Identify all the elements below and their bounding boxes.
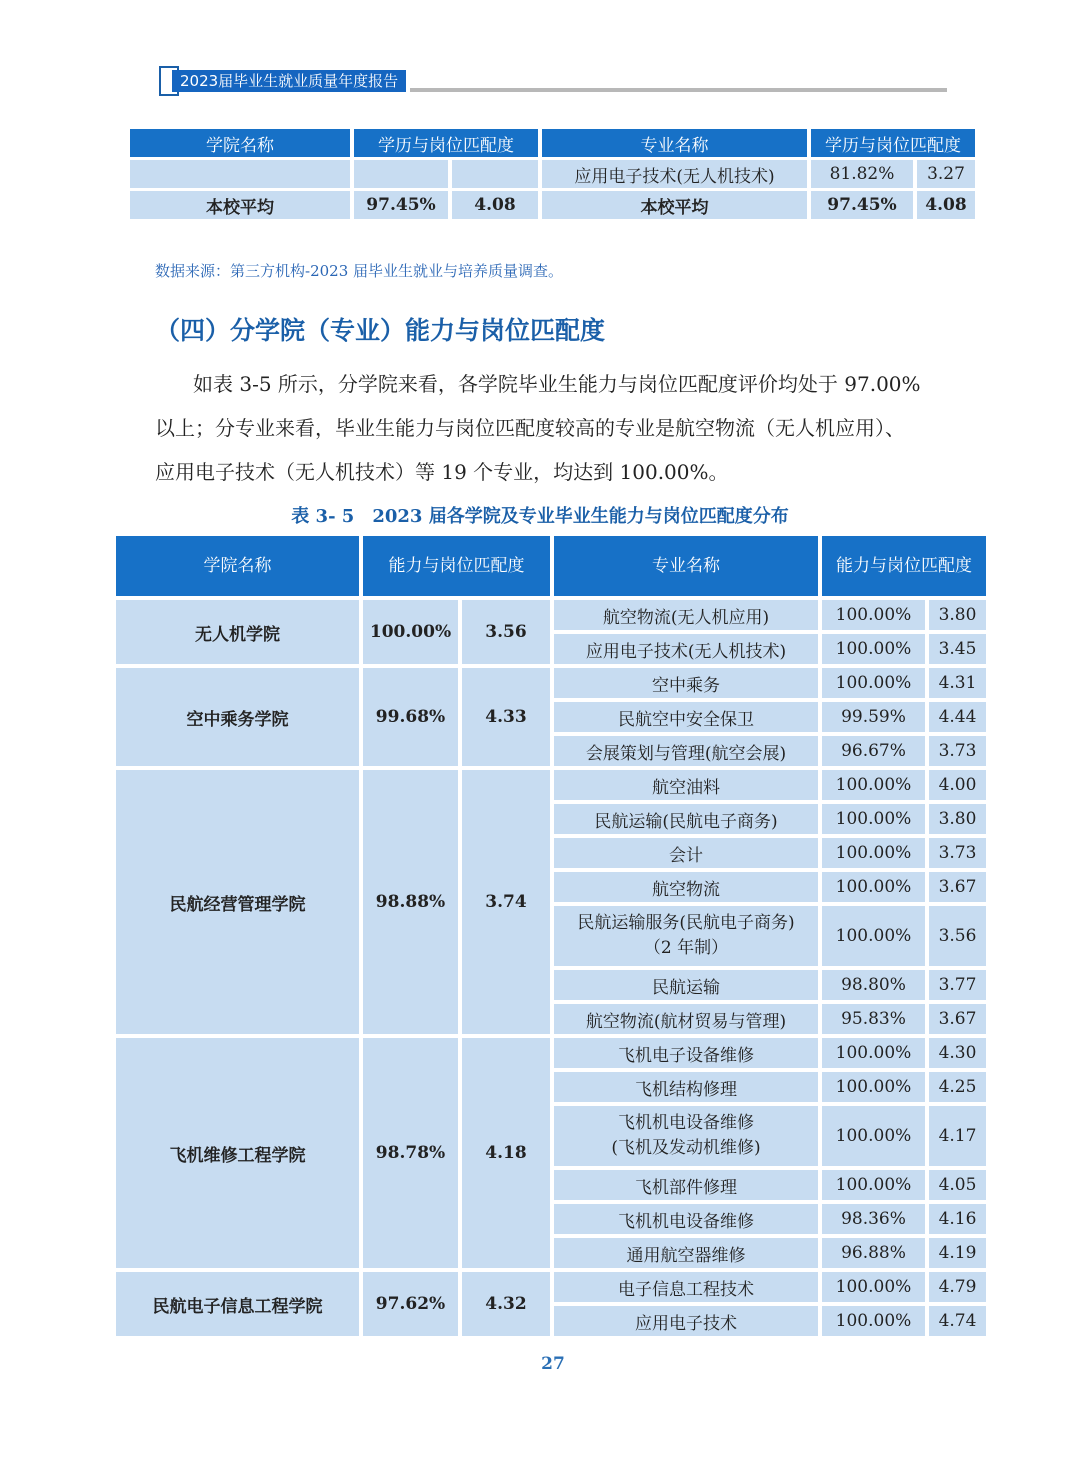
major-match-pct: 100.00% — [822, 770, 925, 800]
table-row — [116, 1038, 986, 1068]
major-match-pct: 95.83% — [822, 1004, 925, 1034]
major-match-pct: 81.82% — [811, 160, 913, 188]
college-match-score: 3.74 — [462, 770, 550, 1034]
college-match-score: 4.32 — [462, 1272, 550, 1336]
col-header-college: 学院名称 — [116, 536, 359, 596]
data-source-note: 数据来源：第三方机构-2023 届毕业生就业与培养质量调查。 — [155, 262, 564, 280]
major-match-score: 3.77 — [929, 970, 986, 1000]
college-match-pct: 97.62% — [363, 1272, 458, 1336]
major-match-score: 3.67 — [929, 1004, 986, 1034]
previous-table-continuation — [126, 126, 979, 222]
major-match-pct: 100.00% — [822, 1272, 925, 1302]
major-name: 飞机结构修理 — [554, 1072, 818, 1102]
major-name: 民航运输(民航电子商务) — [554, 804, 818, 834]
major-match-score: 4.00 — [929, 770, 986, 800]
major-match-score: 4.31 — [929, 668, 986, 698]
school-average-pct-major: 97.45% — [811, 191, 913, 219]
table-caption: 表 3- 5 2023 届各学院及专业毕业生能力与岗位匹配度分布 — [291, 506, 789, 527]
school-average-label: 本校平均 — [130, 191, 350, 219]
college-name: 民航经营管理学院 — [116, 770, 359, 1034]
paragraph-line: 应用电子技术（无人机技术）等 19 个专业，均达到 100.00%。 — [155, 460, 729, 484]
school-average-pct: 97.45% — [354, 191, 448, 219]
col-header-major: 专业名称 — [554, 536, 818, 596]
table-body — [116, 600, 986, 1336]
table-row — [116, 600, 986, 630]
major-match-pct: 100.00% — [822, 872, 925, 902]
major-name: 飞机电子设备维修 — [554, 1038, 818, 1068]
major-match-pct: 99.59% — [822, 702, 925, 732]
col-header-college: 学院名称 — [130, 129, 350, 157]
major-match-pct: 100.00% — [822, 1170, 925, 1200]
major-name: 航空物流(航材贸易与管理) — [554, 1004, 818, 1034]
major-match-score: 4.19 — [929, 1238, 986, 1268]
major-name: 应用电子技术(无人机技术) — [554, 634, 818, 664]
major-name: 会计 — [554, 838, 818, 868]
table-row — [116, 770, 986, 800]
major-match-score: 4.16 — [929, 1204, 986, 1234]
major-name — [554, 1106, 818, 1166]
major-match-score: 3.73 — [929, 838, 986, 868]
college-match-score: 4.18 — [462, 1038, 550, 1268]
empty-cell — [354, 160, 448, 188]
major-name: 民航空中安全保卫 — [554, 702, 818, 732]
major-name: 空中乘务 — [554, 668, 818, 698]
major-match-score: 4.74 — [929, 1306, 986, 1336]
paragraph-line: 如表 3-5 所示，分学院来看，各学院毕业生能力与岗位匹配度评价均处于 97.00% — [193, 372, 921, 396]
college-match-score: 3.56 — [462, 600, 550, 664]
major-match-score: 3.67 — [929, 872, 986, 902]
major-match-score: 3.45 — [929, 634, 986, 664]
college-match-score: 4.33 — [462, 668, 550, 766]
major-match-pct: 100.00% — [822, 1306, 925, 1336]
major-match-score: 4.79 — [929, 1272, 986, 1302]
major-name-line2: （2 年制） — [643, 938, 729, 958]
major-match-score: 4.44 — [929, 702, 986, 732]
college-match-pct: 100.00% — [363, 600, 458, 664]
major-match-pct: 100.00% — [822, 1072, 925, 1102]
major-match-pct: 98.36% — [822, 1204, 925, 1234]
college-match-pct: 99.68% — [363, 668, 458, 766]
major-match-pct: 98.80% — [822, 970, 925, 1000]
major-name: 民航运输 — [554, 970, 818, 1000]
major-match-pct: 100.00% — [822, 1106, 925, 1166]
college-match-pct: 98.88% — [363, 770, 458, 1034]
empty-cell — [130, 160, 350, 188]
major-name-line2: (飞机及发动机维修) — [611, 1138, 761, 1158]
table-row — [116, 1272, 986, 1302]
major-name-line1: 飞机机电设备维修 — [618, 1113, 754, 1134]
major-match-score: 4.05 — [929, 1170, 986, 1200]
major-name: 飞机部件修理 — [554, 1170, 818, 1200]
major-name: 应用电子技术 — [554, 1306, 818, 1336]
major-name: 航空物流 — [554, 872, 818, 902]
col-header-major: 专业名称 — [542, 129, 807, 157]
major-match-pct: 100.00% — [822, 1038, 925, 1068]
major-match-score: 3.27 — [917, 160, 975, 188]
school-average-label-major: 本校平均 — [542, 191, 807, 219]
page-number: 27 — [541, 1354, 565, 1374]
major-match-pct: 100.00% — [822, 668, 925, 698]
major-match-score: 3.56 — [929, 906, 986, 966]
major-match-pct: 96.67% — [822, 736, 925, 766]
college-name: 飞机维修工程学院 — [116, 1038, 359, 1268]
college-name: 无人机学院 — [116, 600, 359, 664]
school-average-score-major: 4.08 — [917, 191, 975, 219]
col-header-ability-match-major: 能力与岗位匹配度 — [822, 536, 986, 596]
major-match-pct: 100.00% — [822, 634, 925, 664]
major-name: 航空物流(无人机应用) — [554, 600, 818, 630]
col-header-edu-match: 学历与岗位匹配度 — [354, 129, 538, 157]
major-match-score: 4.17 — [929, 1106, 986, 1166]
major-match-score: 4.30 — [929, 1038, 986, 1068]
major-match-score: 3.80 — [929, 804, 986, 834]
col-header-edu-match-major: 学历与岗位匹配度 — [811, 129, 975, 157]
major-name: 飞机机电设备维修 — [554, 1204, 818, 1234]
major-name-line1: 民航运输服务(民航电子商务) — [577, 913, 795, 934]
college-name: 空中乘务学院 — [116, 668, 359, 766]
major-name: 应用电子技术(无人机技术) — [542, 160, 807, 188]
major-match-pct: 100.00% — [822, 600, 925, 630]
major-match-pct: 100.00% — [822, 804, 925, 834]
major-name: 会展策划与管理(航空会展) — [554, 736, 818, 766]
major-match-pct: 96.88% — [822, 1238, 925, 1268]
table-row — [116, 668, 986, 698]
major-match-score: 4.25 — [929, 1072, 986, 1102]
ability-match-table — [112, 532, 990, 1340]
section-heading: （四）分学院（专业）能力与岗位匹配度 — [155, 316, 606, 345]
report-header-title: 2023届毕业生就业质量年度报告 — [172, 70, 406, 92]
major-match-pct: 100.00% — [822, 906, 925, 966]
major-name: 电子信息工程技术 — [554, 1272, 818, 1302]
col-header-ability-match: 能力与岗位匹配度 — [363, 536, 550, 596]
major-match-score: 3.73 — [929, 736, 986, 766]
school-average-score: 4.08 — [452, 191, 538, 219]
major-match-pct: 100.00% — [822, 838, 925, 868]
college-match-pct: 98.78% — [363, 1038, 458, 1268]
empty-cell — [452, 160, 538, 188]
paragraph-line: 以上；分专业来看，毕业生能力与岗位匹配度较高的专业是航空物流（无人机应用）、 — [155, 416, 905, 440]
major-name: 航空油料 — [554, 770, 818, 800]
major-name: 通用航空器维修 — [554, 1238, 818, 1268]
body-paragraph — [155, 362, 955, 494]
major-name — [554, 906, 818, 966]
major-match-score: 3.80 — [929, 600, 986, 630]
header-rule — [410, 88, 947, 92]
college-name: 民航电子信息工程学院 — [116, 1272, 359, 1336]
